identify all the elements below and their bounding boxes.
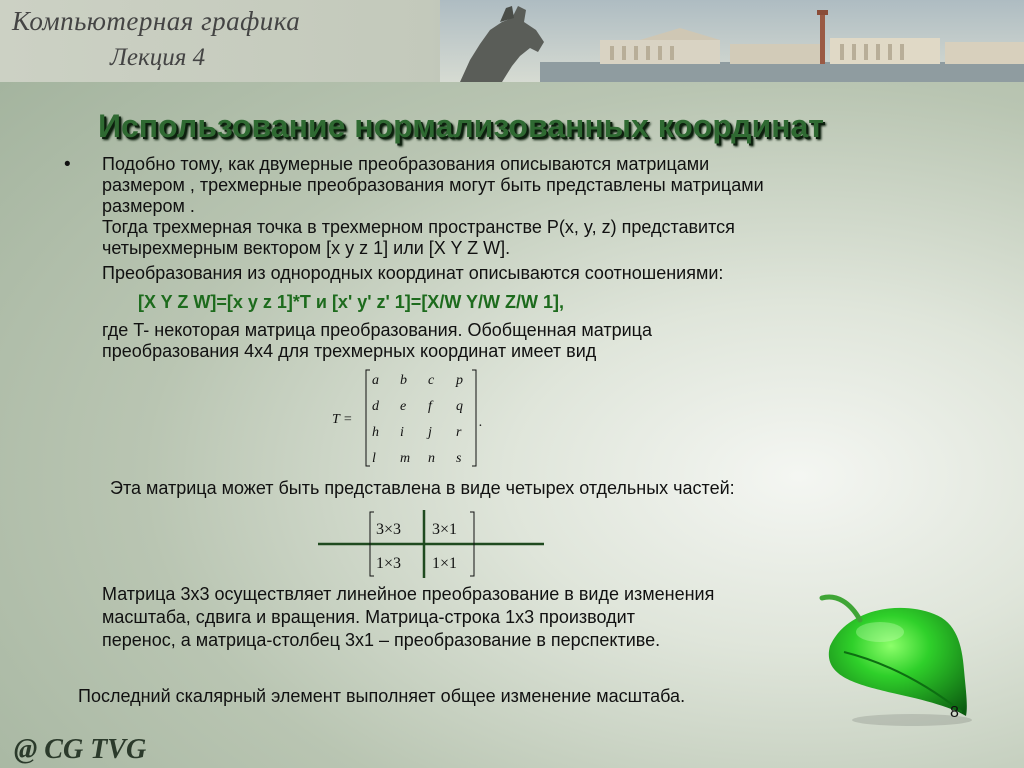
matrix-cell-s: s xyxy=(456,451,462,466)
matrix-cell-p: p xyxy=(456,373,463,388)
transformation-formula: [X Y Z W]=[x y z 1]*T и [x' y' z' 1]=[X/W Y/W Z/W 1], xyxy=(138,292,564,312)
matrix-cell-r: r xyxy=(456,425,462,440)
paragraph-1-line-6: Преобразования из однородных координат описываются соотношениями: xyxy=(102,263,724,283)
city-panorama-image xyxy=(440,0,1024,82)
lecture-title: Лекция 4 xyxy=(110,44,206,71)
paragraph-1-line-5: четырехмерным вектором [x y z 1] или [X Y Z W]. xyxy=(102,238,511,258)
paragraph-3-line-2: масштаба, сдвига и вращения. Матрица-строка 1х3 производит xyxy=(102,607,635,627)
matrix-cell-l: l xyxy=(372,451,376,466)
part-1x3: 1×3 xyxy=(376,555,402,572)
matrix-cell-j: j xyxy=(428,425,432,440)
matrix-cell-m: m xyxy=(400,451,411,466)
header-banner xyxy=(0,0,1024,82)
matrix-cell-q: q xyxy=(456,399,463,414)
matrix-cell-i: i xyxy=(400,425,404,440)
course-title: Компьютерная графика xyxy=(12,6,301,36)
last-line: Последний скалярный элемент выполняет общее изменение масштаба. xyxy=(78,686,686,706)
partitioned-matrix xyxy=(316,506,548,582)
paragraph-3-line-3: перенос, а матрица-столбец 3х1 – преобразование в перспективе. xyxy=(102,630,661,650)
matrix-cell-f: f xyxy=(428,399,432,414)
paragraph-3-line-1: Матрица 3х3 осуществляет линейное преобразование в виде изменения xyxy=(102,584,715,604)
matrix-cell-d: d xyxy=(372,399,379,414)
part-3x3: 3×3 xyxy=(376,521,402,538)
slide-title: Использование нормализованных координат xyxy=(98,108,824,144)
paragraph-1-line-4: Тогда трехмерная точка в трехмерном пространстве P(x, y, z) представится xyxy=(102,217,735,237)
paragraph-2-line-2: преобразования 4х4 для трехмерных координат имеет вид xyxy=(102,341,597,361)
matrix-cell-e: e xyxy=(400,399,407,414)
paragraph-1-line-3: размером . xyxy=(102,196,195,216)
part-1x1: 1×1 xyxy=(432,555,458,572)
footer-logo: @ CG TVG xyxy=(14,734,147,765)
page-number: 8 xyxy=(950,704,959,721)
bullet-marker: • xyxy=(64,154,71,175)
matrix-cell-b: b xyxy=(400,373,407,388)
paragraph-1-line-2: размером , трехмерные преобразования могут быть представлены матрицами xyxy=(102,175,764,195)
paragraph-1-line-1: Подобно тому, как двумерные преобразования описываются матрицами xyxy=(102,154,710,174)
paragraph-2-line-1: где T- некоторая матрица преобразования. Обобщенная матрица xyxy=(102,320,652,340)
matrix-label: T = xyxy=(332,412,353,427)
matrix-cell-h: h xyxy=(372,425,379,440)
part-3x1: 3×1 xyxy=(432,521,458,538)
matrix-trailing-dot: . xyxy=(479,415,483,430)
parts-intro: Эта матрица может быть представлена в виде четырех отдельных частей: xyxy=(110,478,735,498)
matrix-cell-n: n xyxy=(428,451,435,466)
matrix-t xyxy=(326,366,496,470)
matrix-cell-a: a xyxy=(372,373,379,388)
matrix-cell-c: c xyxy=(428,373,435,388)
